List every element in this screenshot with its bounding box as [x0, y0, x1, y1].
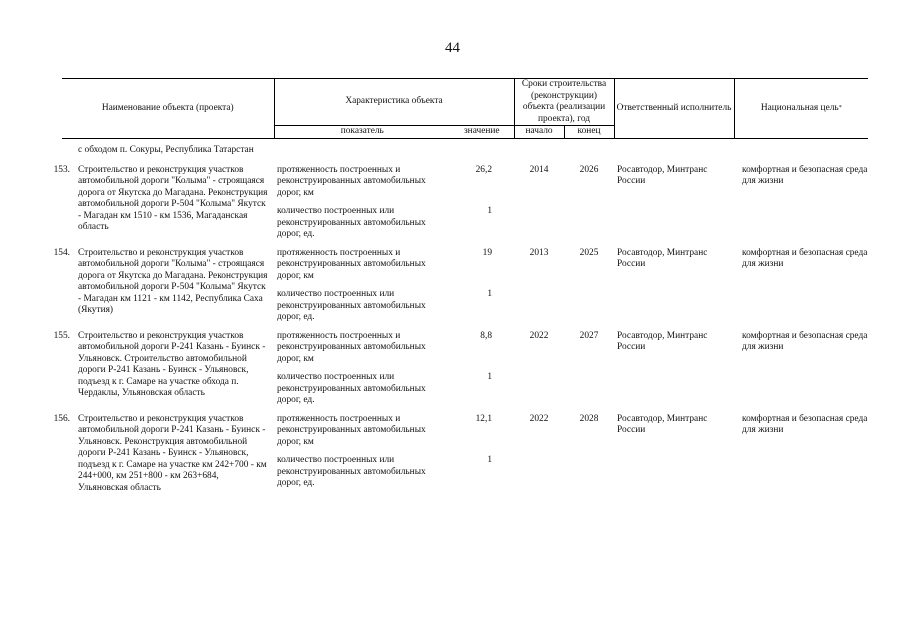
object-name: Строительство и реконструкция участков автомобильной дороги Р-241 Казань - Буинск - Ульяновск. Строительство автомобильной дороги Р-241 Казань - Буинск - Ульяновск, подъезд к г. Самаре на участке обхода п. Чердаклы, Ульяновская область: [78, 330, 266, 398]
national-goal: комфортная и безопасная среда для жизни: [742, 413, 868, 435]
responsible: Росавтодор, Минтранс России: [617, 330, 708, 352]
header-indicator: показатель: [274, 126, 450, 139]
continuation-text: с обходом п. Сокуры, Республика Татарстан: [78, 145, 254, 155]
indicators: [274, 165, 450, 248]
value-count: 1: [487, 206, 493, 216]
indicators: [274, 331, 450, 414]
table-row-continuation: [62, 139, 868, 165]
start-year: 2022: [529, 413, 549, 424]
header-timeline: Сроки строительства (реконструкции) объекта (реализации проекта), год: [514, 79, 614, 126]
indicator-count: количество построенных или реконструированных автомобильных дорог, ед.: [277, 206, 426, 239]
object-name: Строительство и реконструкция участков автомобильной дороги Р-241 Казань - Буинск - Ульяновск. Реконструкция автомобильной дороги Р-241 Казань - Буинск - Ульяновск, подъезд к г. Самаре на участке км 242+700 - км 244+000, км 251+800 - км 263+684, Ульяновская область: [78, 413, 267, 493]
indicator-length: протяженность построенных и реконструированных автомобильных дорог, км: [277, 164, 426, 198]
responsible: Росавтодор, Минтранс России: [617, 413, 708, 435]
indicators: [274, 414, 450, 502]
value-count: 1: [487, 372, 493, 382]
header-start: начало: [514, 126, 564, 139]
responsible: Росавтодор, Минтранс России: [617, 164, 708, 186]
row-number: 154.: [53, 247, 70, 258]
value-count: 1: [487, 455, 493, 465]
object-name: Строительство и реконструкция участков автомобильной дороги "Колыма" - строящаяся дорога от Якутска до Магадана. Реконструкция автомобильной дороги Р-504 "Колыма" Якутск - Магадан км 1121 - км 1142, Республика Саха (Якутия): [78, 247, 268, 315]
national-goal: комфортная и безопасная среда для жизни: [742, 330, 868, 352]
values: [450, 331, 514, 414]
table-row: [62, 165, 868, 248]
table-row: [62, 414, 868, 502]
header-characteristics: Характеристика объекта: [274, 79, 514, 126]
indicator-count: количество построенных или реконструированных автомобильных дорог, ед.: [277, 372, 426, 405]
indicator-length: протяженность построенных и реконструированных автомобильных дорог, км: [277, 247, 426, 281]
end-year: 2026: [579, 164, 599, 175]
value-length: 8,8: [480, 330, 493, 341]
national-goal: комфортная и безопасная среда для жизни: [742, 164, 868, 186]
row-number: 155.: [53, 330, 70, 341]
objects-table: [53, 78, 868, 501]
row-number: 153.: [53, 164, 70, 175]
national-goal: комфортная и безопасная среда для жизни: [742, 247, 868, 269]
table-row: [62, 248, 868, 331]
indicator-count: количество построенных или реконструированных автомобильных дорог, ед.: [277, 289, 426, 322]
header-name: Наименование объекта (проекта): [62, 79, 274, 139]
indicator-count: количество построенных или реконструированных автомобильных дорог, ед.: [277, 455, 426, 488]
row-number: 156.: [53, 413, 70, 424]
value-length: 12,1: [475, 413, 493, 424]
indicator-length: протяженность построенных и реконструированных автомобильных дорог, км: [277, 413, 426, 447]
end-year: 2025: [579, 247, 599, 258]
responsible: Росавтодор, Минтранс России: [617, 247, 708, 269]
value-count: 1: [487, 289, 493, 299]
values: [450, 414, 514, 502]
end-year: 2028: [579, 413, 599, 424]
header-responsible: Ответственный исполнитель: [614, 79, 734, 139]
indicator-length: протяженность построенных и реконструированных автомобильных дорог, км: [277, 330, 426, 364]
header-end: конец: [564, 126, 614, 139]
value-length: 19: [482, 247, 493, 258]
start-year: 2014: [529, 164, 549, 175]
values: [450, 165, 514, 248]
end-year: 2027: [579, 330, 599, 341]
header-goal: Национальная цель*: [734, 79, 868, 139]
header-value: значение: [450, 126, 514, 139]
values: [450, 248, 514, 331]
indicators: [274, 248, 450, 331]
start-year: 2022: [529, 330, 549, 341]
start-year: 2013: [529, 247, 549, 258]
value-length: 26,2: [475, 164, 493, 175]
object-name: Строительство и реконструкция участков автомобильной дороги "Колыма" - строящаяся дорога от Якутска до Магадана. Реконструкция автомобильной дороги Р-504 "Колыма" Якутск - Магадан км 1510 - км 1536, Магаданская область: [78, 164, 268, 232]
table-row: [62, 331, 868, 414]
page-number: 44: [445, 40, 460, 56]
